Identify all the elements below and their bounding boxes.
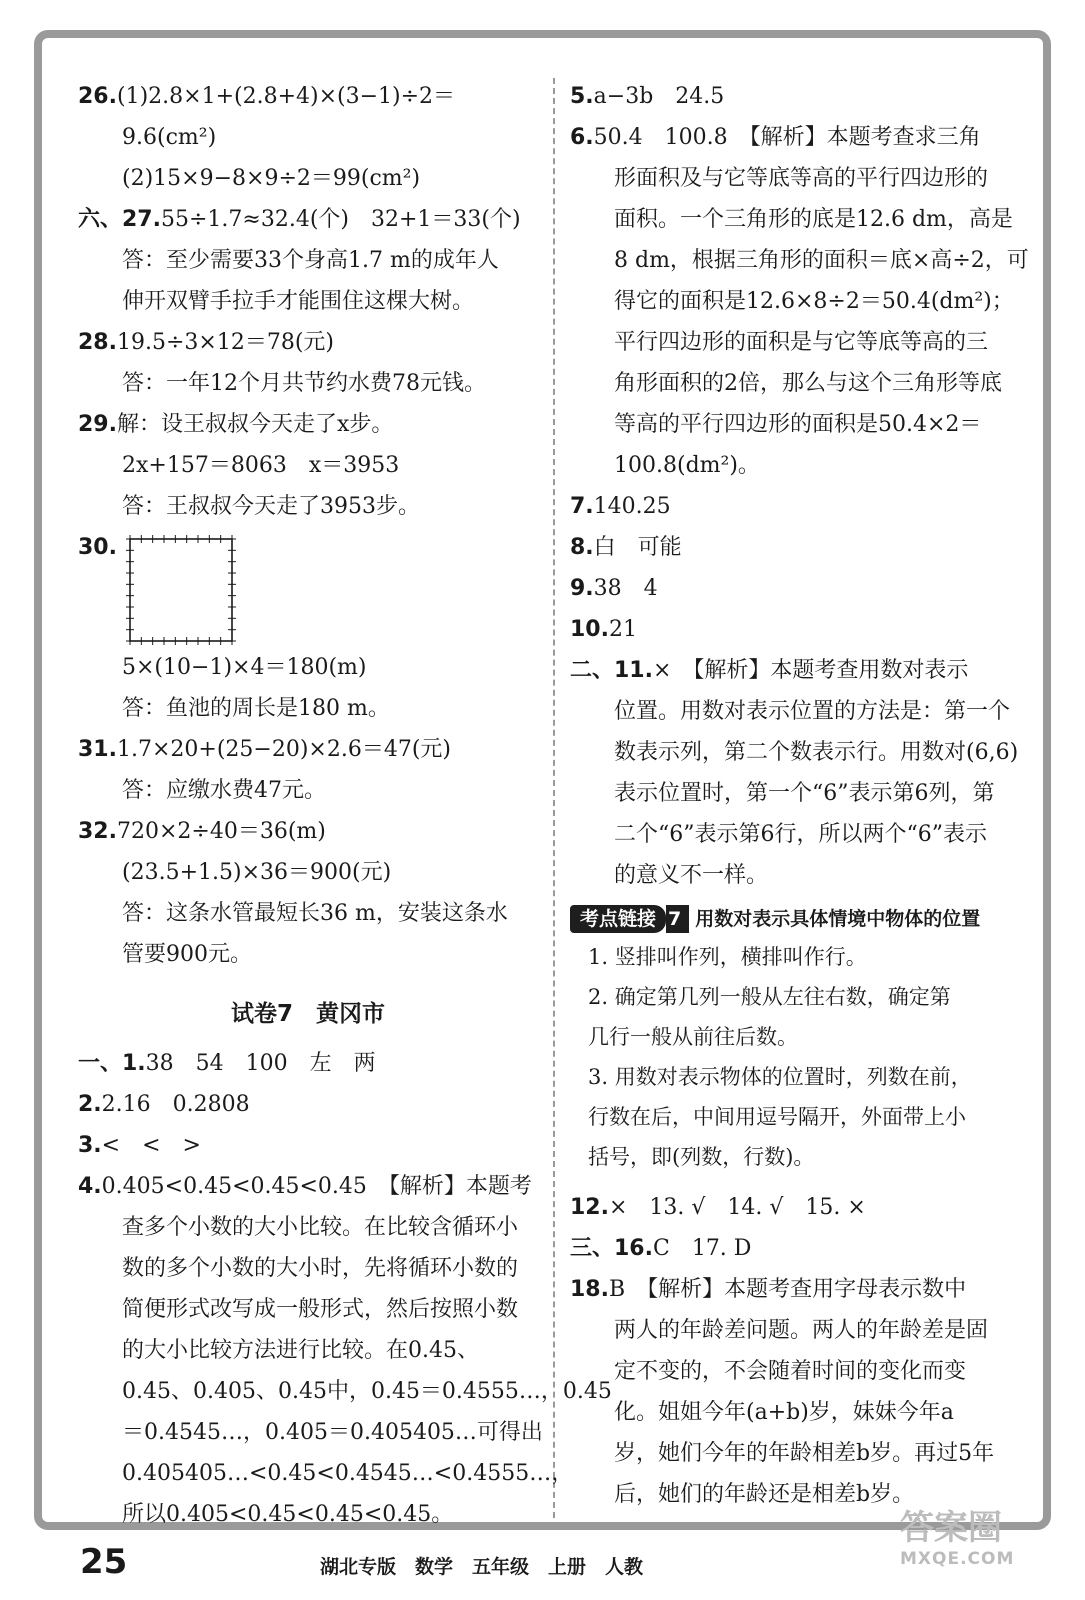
left-answers-part2 xyxy=(78,647,538,975)
answer-text: 0.405405…<0.45<0.4545…<0.4555…， xyxy=(122,1461,574,1486)
answer-text: 等高的平行四边形的面积是50.4×2＝ xyxy=(614,412,982,437)
answer-line xyxy=(78,117,538,158)
answer-line xyxy=(78,1043,538,1084)
answer-text: (23.5+1.5)×36＝900(元) xyxy=(122,860,392,885)
answer-text: 二个“6”表示第6行，所以两个“6”表示 xyxy=(614,822,987,847)
answer-line xyxy=(570,609,1030,650)
answer-text: 所以0.405<0.45<0.45<0.45。 xyxy=(122,1502,454,1527)
answer-line xyxy=(78,281,538,322)
answer-line xyxy=(570,1392,1030,1433)
answer-text: 9.6(cm²) xyxy=(122,125,217,150)
answer-text: 的意义不一样。 xyxy=(614,863,769,888)
answer-line xyxy=(570,814,1030,855)
answer-text: 2x+157＝8063 x＝3953 xyxy=(122,453,400,478)
answer-text: 简便形式改写成一般形式，然后按照小数 xyxy=(122,1297,519,1322)
answer-line xyxy=(78,1207,538,1248)
answer-line xyxy=(78,1125,538,1166)
answer-line xyxy=(570,322,1030,363)
answer-line xyxy=(570,1433,1030,1474)
answer-text: 答：这条水管最短长36 m，安装这条水 xyxy=(122,901,508,926)
answer-text: 面积。一个三角形的底是12.6 dm，高是 xyxy=(614,207,1013,232)
answer-text: 答：一年12个月共节约水费78元钱。 xyxy=(122,371,486,396)
answer-line xyxy=(570,1351,1030,1392)
answer-text: (2)15×9−8×9÷2＝99(cm²) xyxy=(122,166,421,191)
answer-text: 白 可能 xyxy=(593,535,682,560)
answer-line xyxy=(78,322,538,363)
answer-text: ＝0.4545…，0.405＝0.405405…可得出 xyxy=(122,1420,543,1445)
answer-text: 位置。用数对表示位置的方法是：第一个 xyxy=(614,699,1011,724)
answer-line xyxy=(570,363,1030,404)
answer-line xyxy=(78,1166,538,1207)
question-number: 5. xyxy=(570,84,594,109)
answer-line xyxy=(570,404,1030,445)
answer-text: 化。姐姐今年(a+b)岁，妹妹今年a xyxy=(614,1400,954,1425)
answer-line xyxy=(78,404,538,445)
answer-text: 角形面积的2倍，那么与这个三角形等底 xyxy=(614,371,1002,396)
knowledge-link-item: 2. 确定第几列一般从左往右数，确定第 xyxy=(588,985,951,1009)
knowledge-link-item: 行数在后，中间用逗号隔开，外面带上小 xyxy=(588,1105,966,1129)
answer-line xyxy=(78,811,538,852)
answer-line xyxy=(78,1330,538,1371)
answer-line xyxy=(78,486,538,527)
knowledge-link-badge xyxy=(570,904,980,931)
answer-text: 720×2÷40＝36(m) xyxy=(116,819,326,844)
answer-text: × 13. √ 14. √ 15. × xyxy=(608,1195,866,1220)
question-number: 4. xyxy=(78,1174,102,1199)
question-number: 2. xyxy=(78,1092,102,1117)
answer-line xyxy=(570,732,1030,773)
answer-line xyxy=(78,1453,574,1494)
answer-line xyxy=(570,76,1030,117)
answer-line xyxy=(570,445,1030,486)
answer-text: 0.45、0.405、0.45中，0.45＝0.4555…，0.45 xyxy=(122,1379,612,1404)
answer-line xyxy=(78,893,538,934)
answer-line xyxy=(570,855,1030,896)
question-number: 二、11. xyxy=(570,658,653,683)
q30-figure xyxy=(78,527,538,647)
answer-text: 2.16 0.2808 xyxy=(101,1092,250,1117)
answer-text: × 【解析】本题考查用数对表示 xyxy=(652,658,969,683)
answer-line xyxy=(78,199,538,240)
answer-text: 的大小比较方法进行比较。在0.45、 xyxy=(122,1338,479,1363)
watermark xyxy=(900,1500,1050,1590)
answer-text: 数的多个小数的大小时，先将循环小数的 xyxy=(122,1256,519,1281)
answer-line xyxy=(570,527,1030,568)
answer-line xyxy=(570,1228,1030,1269)
answer-line xyxy=(78,158,538,199)
answer-text: 55÷1.7≈32.4(个) 32+1＝33(个) xyxy=(160,207,521,232)
answer-line xyxy=(78,1289,538,1330)
answer-line xyxy=(570,117,1030,158)
answer-text: C 17. D xyxy=(652,1236,752,1261)
question-number: 3. xyxy=(78,1133,102,1158)
answer-text: 两人的年龄差问题。两人的年龄差是固 xyxy=(614,1318,989,1343)
book-info: 湖北专版 数学 五年级 上册 人教 xyxy=(320,1556,644,1578)
section-title: 试卷7 黄冈市 xyxy=(230,1001,385,1027)
answer-line xyxy=(570,773,1030,814)
answer-text: 答：应缴水费47元。 xyxy=(122,778,326,803)
answer-line xyxy=(570,691,1030,732)
q30-number: 30. xyxy=(78,535,117,560)
question-number: 32. xyxy=(78,819,117,844)
answer-line xyxy=(78,647,538,688)
answer-line xyxy=(78,1412,543,1453)
answer-text: 140.25 xyxy=(593,494,671,519)
answer-line xyxy=(78,240,538,281)
answer-line xyxy=(78,1371,612,1412)
answer-line xyxy=(570,486,1030,527)
question-number: 六、27. xyxy=(78,207,161,232)
answer-text: 19.5÷3×12＝78(元) xyxy=(116,330,334,355)
knowledge-link-item: 括号，即(列数，行数)。 xyxy=(588,1145,815,1169)
knowledge-link-tag: 考点链接 xyxy=(570,905,666,933)
answer-text: a−3b 24.5 xyxy=(593,84,725,109)
right-column xyxy=(570,76,1030,1515)
answer-text: 管要900元。 xyxy=(122,942,252,967)
answer-text: 定不变的，不会随着时间的变化而变 xyxy=(614,1359,967,1384)
answer-line xyxy=(570,568,1030,609)
knowledge-link-item: 1. 竖排叫作列，横排叫作行。 xyxy=(588,945,867,969)
question-number: 31. xyxy=(78,737,117,762)
answer-text: 伸开双臂手拉手才能围住这棵大树。 xyxy=(122,289,475,314)
answer-line xyxy=(570,158,1030,199)
answer-line xyxy=(570,1187,1030,1228)
page-number: 25 xyxy=(80,1542,128,1582)
question-number: 10. xyxy=(570,617,609,642)
column-divider xyxy=(553,78,555,1528)
answer-text: 平行四边形的面积是与它等底等高的三 xyxy=(614,330,989,355)
question-number: 一、1. xyxy=(78,1051,146,1076)
answer-text: 查多个小数的大小比较。在比较含循环小 xyxy=(122,1215,519,1240)
question-number: 9. xyxy=(570,576,594,601)
left-answers-part1 xyxy=(78,76,538,527)
answer-text: 答：至少需要33个身高1.7 m的成年人 xyxy=(122,248,499,273)
knowledge-link-items xyxy=(570,937,1030,1177)
answer-text: 100.8(dm²)。 xyxy=(614,453,760,478)
answer-line xyxy=(570,650,1030,691)
answer-text: 38 54 100 左 两 xyxy=(145,1051,376,1076)
answer-text: 形面积及与它等底等高的平行四边形的 xyxy=(614,166,989,191)
answer-text: 解：设王叔叔今天走了x步。 xyxy=(116,412,394,437)
answer-text: B 【解析】本题考查用字母表示数中 xyxy=(608,1277,967,1302)
answer-line xyxy=(570,1310,1030,1351)
answer-text: 岁，她们今年的年龄相差b岁。再过5年 xyxy=(614,1441,995,1466)
answer-text: 21 xyxy=(608,617,637,642)
answer-text: 5×(10−1)×4＝180(m) xyxy=(122,655,367,680)
answer-text: < < > xyxy=(101,1133,201,1158)
knowledge-link-item: 几行一般从前往后数。 xyxy=(588,1025,798,1049)
answer-text: 答：王叔叔今天走了3953步。 xyxy=(122,494,420,519)
answer-line xyxy=(78,852,538,893)
right-answers-part1 xyxy=(570,76,1030,896)
answer-text: 50.4 100.8 【解析】本题考查求三角 xyxy=(593,125,981,150)
knowledge-link-number: 7 xyxy=(666,905,689,933)
watermark-logo: 答案圈 xyxy=(900,1508,1002,1548)
answer-line xyxy=(78,688,538,729)
answer-line xyxy=(78,363,538,404)
question-number: 18. xyxy=(570,1277,609,1302)
answer-text: 8 dm，根据三角形的面积＝底×高÷2，可 xyxy=(614,248,1029,273)
question-number: 28. xyxy=(78,330,117,355)
question-number: 12. xyxy=(570,1195,609,1220)
answer-text: 1.7×20+(25−20)×2.6＝47(元) xyxy=(116,737,452,762)
answer-line xyxy=(78,445,538,486)
answer-text: 数表示列，第二个数表示行。用数对(6,6) xyxy=(614,740,1019,765)
answer-text: 0.405<0.45<0.45<0.45 【解析】本题考 xyxy=(101,1174,532,1199)
answer-line xyxy=(570,240,1030,281)
answer-text: 后，她们的年龄还是相差b岁。 xyxy=(614,1482,915,1507)
answer-text: 得它的面积是12.6×8÷2＝50.4(dm²)； xyxy=(614,289,1014,314)
answer-line xyxy=(78,76,538,117)
answer-line xyxy=(78,729,538,770)
question-number: 6. xyxy=(570,125,594,150)
answer-line xyxy=(78,1248,538,1289)
watermark-url: MXQE.COM xyxy=(900,1549,1015,1569)
right-answers-part2 xyxy=(570,1187,1030,1515)
answer-line xyxy=(570,199,1030,240)
question-number: 29. xyxy=(78,412,117,437)
answer-text: 38 4 xyxy=(593,576,658,601)
answer-line xyxy=(570,1269,1030,1310)
answer-text: 表示位置时，第一个“6”表示第6列，第 xyxy=(614,781,995,806)
answer-line xyxy=(78,770,538,811)
page-footer xyxy=(80,1542,1020,1590)
answer-line xyxy=(78,1494,538,1535)
answer-text: 答：鱼池的周长是180 m。 xyxy=(122,696,390,721)
answer-line xyxy=(570,281,1030,322)
question-number: 8. xyxy=(570,535,594,560)
fish-pond-square-diagram xyxy=(126,535,236,645)
question-number: 7. xyxy=(570,494,594,519)
question-number: 三、16. xyxy=(570,1236,653,1261)
knowledge-link-title: 用数对表示具体情境中物体的位置 xyxy=(695,908,981,930)
knowledge-link-item: 3. 用数对表示物体的位置时，列数在前， xyxy=(588,1065,972,1089)
question-number: 26. xyxy=(78,84,117,109)
answer-text: (1)2.8×1+(2.8+4)×(3−1)÷2＝ xyxy=(116,84,456,109)
answer-line xyxy=(78,934,538,975)
answer-line xyxy=(78,1084,538,1125)
